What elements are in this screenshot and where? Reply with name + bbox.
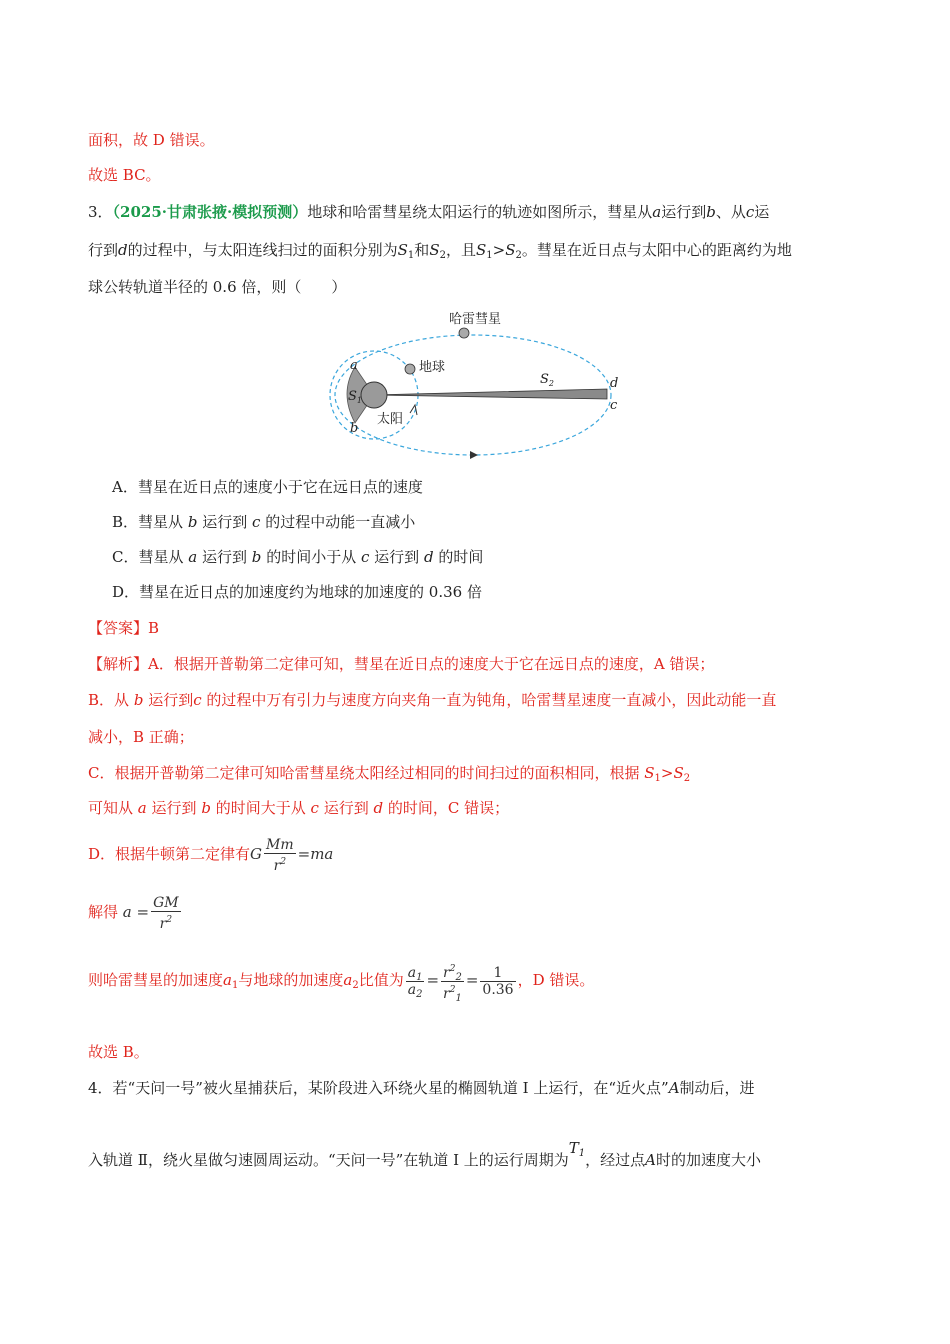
point-d: d — [610, 376, 619, 391]
orbit-figure — [325, 305, 635, 465]
earth-label: 地球 — [419, 360, 446, 375]
halley-label: 哈雷彗星 — [449, 312, 502, 327]
point-c: c — [610, 398, 618, 413]
q3-line-3: 球公转轨道半径的 0.6 倍，则（ ） — [88, 278, 347, 296]
answer: 【答案】B — [88, 619, 160, 637]
option-b: B．彗星从 b 运行到 c 的过程中动能一直减小 — [112, 513, 416, 531]
analysis-line-5: 可知从 a 运行到 b 的时间大于从 c 运行到 d 的时间，C 错误； — [88, 799, 510, 817]
sun — [361, 382, 387, 408]
prev-line-2: 故选 BC。 — [88, 166, 161, 184]
analysis-line-4: C．根据开普勒第二定律可知哈雷彗星绕太阳经过相同的时间扫过的面积相同，根据 $S_1>S_2$ — [88, 764, 691, 784]
analysis-line-2: B．从 b 运行到c 的过程中万有引力与速度方向夹角一直为钝角，哈雷彗星速度一直减小，因此动能一直 — [88, 691, 777, 709]
option-a: A．彗星在近日点的速度小于它在远日点的速度 — [112, 478, 423, 496]
analysis-line-1: 【解析】A．根据开普勒第二定律可知，彗星在近日点的速度大于它在远日点的速度，A 错误； — [88, 655, 715, 673]
q3-source: （2025·甘肃张掖·模拟预测） — [112, 203, 308, 221]
q3-line-1: 3．（2025·甘肃张掖·模拟预测）地球和哈雷彗星绕太阳运行的轨迹如图所示，彗星从a运行到b、从c运 — [88, 203, 770, 221]
q4-line-1: 4．若“天问一号”被火星捕获后，某阶段进入环绕火星的椭圆轨道 Ⅰ 上运行，在“近火点”A制动后，进 — [88, 1079, 755, 1097]
q4-line-2: 入轨道 Ⅱ，绕火星做匀速圆周运动。“天问一号”在轨道 Ⅰ 上的运行周期为$T_1$，经过点A时的加速度大小 — [88, 1139, 762, 1169]
earth — [405, 364, 415, 374]
option-d: D．彗星在近日点的加速度约为地球的加速度的 0.36 倍 — [112, 583, 482, 601]
earth-arrow — [410, 405, 417, 415]
option-c: C．彗星从 a 运行到 b 的时间小于从 c 运行到 d 的时间 — [112, 548, 484, 566]
eq3-frac-1: $\frac{a_1}{a_2}$ — [407, 964, 423, 1000]
comet-arrow — [470, 451, 478, 459]
analysis-line-3: 减小，B 正确； — [88, 728, 194, 746]
eq2-fraction: $\frac{GM}{r^2}$ — [153, 894, 179, 932]
eq3-frac-2: $\frac{r^2_2}{r^2_1}$ — [441, 961, 464, 1002]
analysis-line-8: 则哈雷彗星的加速度$a_1$与地球的加速度$a_2$比值为 $\frac{a_1}{a_2}$ = $\frac{r^2_2}{r^2_1}$ = $\frac{1}{0.36}$ ，D 错误。 — [88, 958, 594, 1002]
s2-area — [374, 389, 607, 399]
prev-line-1: 面积，故 D 错误。 — [88, 131, 215, 149]
analysis-line-7: 解得 a = $\frac{GM}{r^2}$ — [88, 894, 179, 932]
halley-comet — [459, 328, 469, 338]
sun-label: 太阳 — [377, 412, 404, 427]
q3-line-2: 行到d的过程中，与太阳连线扫过的面积分别为$S_1$和$S_2$，且$S_1>S_2$。彗星在近日点与太阳中心的距离约为地 — [88, 241, 792, 261]
analysis-line-6: D．根据牛顿第二定律有G $\frac{Mm}{r^2}$ =ma — [88, 836, 334, 874]
eq3-frac-3: $\frac{1}{0.36}$ — [482, 964, 514, 998]
point-b: b — [350, 421, 359, 436]
s2-label: $S_2$ — [540, 372, 554, 388]
final-answer: 故选 B。 — [88, 1043, 149, 1061]
eq1-fraction: $\frac{Mm}{r^2}$ — [266, 836, 294, 874]
s1-label: $S_1$ — [348, 389, 362, 405]
point-a: a — [350, 358, 358, 373]
